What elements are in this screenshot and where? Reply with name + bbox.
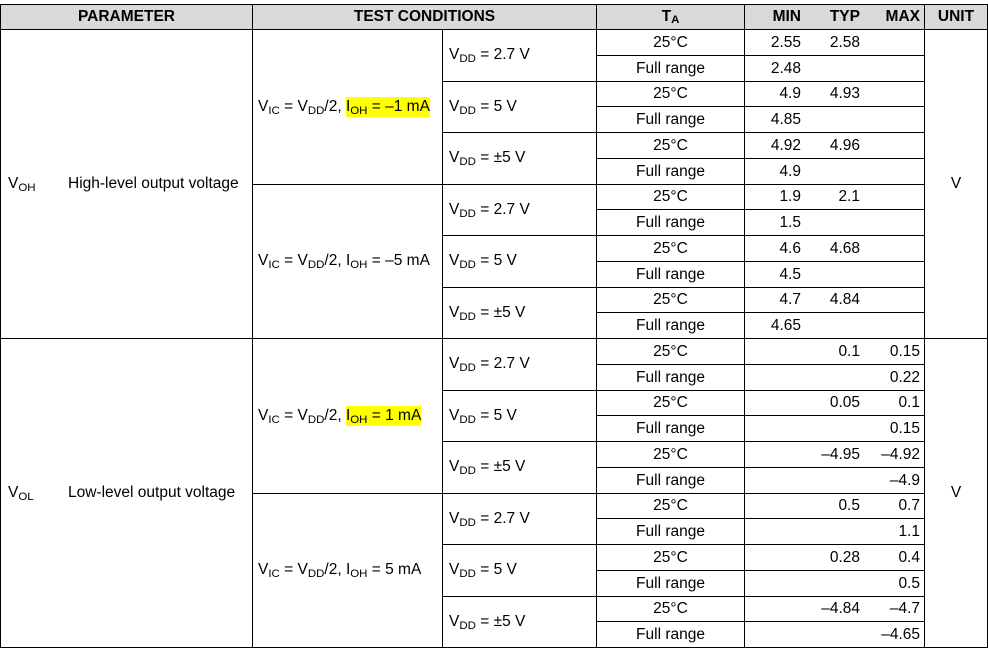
- typ-value: 4.68: [829, 239, 860, 257]
- unit-text: V: [950, 484, 962, 501]
- max-value: 0.7: [898, 497, 920, 514]
- subscript-text: OH: [350, 259, 368, 272]
- supply-condition-cell: [443, 339, 597, 391]
- typ-cell: [806, 545, 865, 571]
- text-run: = 2.7 V: [475, 46, 530, 63]
- ta-cell: [597, 468, 745, 494]
- text-run: = –1 mA: [367, 97, 430, 115]
- typ-value: 4.84: [829, 291, 860, 308]
- typ-cell: [806, 30, 865, 56]
- supply-condition-text: [449, 201, 530, 220]
- ta-cell: [597, 313, 745, 339]
- min-value: 1.9: [779, 188, 801, 205]
- typ-cell: [806, 519, 865, 545]
- text-run: = 5 V: [475, 252, 517, 269]
- supply-condition-cell: [443, 494, 597, 545]
- min-cell: [745, 571, 806, 597]
- supply-condition-text: [449, 355, 530, 374]
- min-value: 4.5: [779, 265, 801, 283]
- subscript-text: DD: [307, 259, 325, 272]
- highlight-mark: [346, 97, 430, 117]
- supply-condition-cell: [443, 236, 597, 288]
- supply-condition-text: [449, 149, 525, 168]
- ta-cell: [597, 236, 745, 262]
- max-cell: [865, 391, 925, 416]
- min-cell: [745, 545, 806, 571]
- text-run: = V: [279, 561, 308, 578]
- supply-condition-cell: [443, 545, 597, 597]
- max-cell: [865, 107, 925, 133]
- typ-value: 2.1: [838, 188, 860, 205]
- text-run: V: [449, 612, 460, 630]
- parameter-description: Low-level output voltage: [68, 484, 236, 501]
- typ-cell: [806, 339, 865, 365]
- ta-cell: [597, 262, 745, 288]
- subscript-text: OH: [350, 104, 368, 117]
- text-run: V: [449, 149, 460, 166]
- subscript-text: OH: [350, 568, 368, 581]
- subscript-text: DD: [307, 568, 325, 581]
- text-run: V: [449, 561, 460, 578]
- typ-cell: [806, 571, 865, 597]
- max-cell: [865, 313, 925, 339]
- text-run: = 2.7 V: [475, 355, 530, 372]
- text-run: = ±5 V: [475, 303, 526, 321]
- min-cell: [745, 339, 806, 365]
- supply-condition-text: [449, 613, 525, 632]
- text-run: /2,: [324, 561, 346, 578]
- ta-value: Full range: [636, 368, 705, 386]
- parameter-cell: [0, 30, 253, 339]
- typ-value: –4.95: [821, 445, 860, 463]
- typ-cell: [806, 597, 865, 622]
- highlight-mark: [346, 406, 421, 426]
- max-cell: [865, 545, 925, 571]
- max-value: –4.9: [889, 471, 920, 489]
- typ-cell: [806, 210, 865, 236]
- text-run: V: [449, 355, 460, 372]
- typ-cell: [806, 622, 865, 648]
- typ-value: 0.1: [838, 342, 860, 360]
- supply-condition-cell: [443, 597, 597, 648]
- subscript-text: DD: [459, 619, 476, 632]
- typ-cell: [806, 185, 865, 210]
- text-run: = V: [279, 252, 308, 269]
- header-parameter: [0, 4, 253, 30]
- supply-condition-cell: [443, 133, 597, 185]
- max-value: 0.4: [898, 548, 920, 566]
- subscript-text: DD: [459, 156, 476, 169]
- max-cell: [865, 365, 925, 391]
- header-max: [865, 4, 925, 30]
- typ-cell: [806, 391, 865, 416]
- supply-condition-text: [449, 46, 530, 65]
- ta-cell: [597, 597, 745, 622]
- min-cell: [745, 391, 806, 416]
- subscript-text: DD: [307, 104, 325, 117]
- unit-cell: [925, 30, 988, 339]
- max-cell: [865, 622, 925, 648]
- typ-cell: [806, 236, 865, 262]
- ta-value: 25°C: [653, 239, 688, 257]
- max-value: –4.7: [889, 600, 920, 617]
- test-condition-text: [258, 407, 421, 426]
- typ-cell: [806, 313, 865, 339]
- ta-cell: [597, 416, 745, 442]
- ta-cell: [597, 442, 745, 468]
- text-run: /2,: [324, 406, 346, 424]
- ta-cell: [597, 107, 745, 133]
- ta-value: Full range: [636, 162, 705, 180]
- ta-cell: [597, 185, 745, 210]
- max-cell: [865, 210, 925, 236]
- text-run: /2,: [324, 97, 346, 115]
- ta-cell: [597, 494, 745, 519]
- ta-cell: [597, 30, 745, 56]
- supply-condition-cell: [443, 391, 597, 442]
- text-run: I: [345, 252, 351, 269]
- ta-cell: [597, 133, 745, 159]
- ta-cell: [597, 571, 745, 597]
- max-cell: [865, 82, 925, 107]
- test-condition-cell: [253, 30, 443, 185]
- supply-condition-cell: [443, 288, 597, 339]
- subscript-text: DD: [459, 53, 476, 66]
- header-max-label: MAX: [885, 8, 920, 25]
- min-cell: [745, 262, 806, 288]
- min-cell: [745, 210, 806, 236]
- subscript-text: OH: [350, 413, 368, 426]
- text-run: = 1 mA: [367, 406, 422, 424]
- min-value: 4.9: [779, 85, 801, 102]
- typ-cell: [806, 365, 865, 391]
- ta-value: 25°C: [653, 136, 688, 154]
- min-cell: [745, 56, 806, 82]
- ta-cell: [597, 288, 745, 313]
- subscript-text: IC: [268, 568, 280, 581]
- text-run: V: [258, 97, 269, 115]
- subscript-text: IC: [268, 104, 280, 117]
- typ-cell: [806, 56, 865, 82]
- subscript-text: DD: [459, 465, 476, 478]
- subscript-text: OH: [18, 181, 36, 194]
- max-cell: [865, 56, 925, 82]
- typ-cell: [806, 494, 865, 519]
- header-typ: [806, 4, 865, 30]
- typ-cell: [806, 468, 865, 494]
- subscript-text: DD: [459, 310, 476, 323]
- text-run: = 5 mA: [367, 561, 422, 578]
- min-cell: [745, 236, 806, 262]
- min-value: 2.48: [770, 59, 801, 77]
- typ-value: 2.58: [829, 33, 860, 51]
- supply-condition-text: [449, 304, 525, 323]
- text-run: I: [345, 97, 351, 115]
- max-cell: [865, 597, 925, 622]
- min-value: 4.9: [779, 162, 801, 180]
- text-run: V: [449, 406, 460, 424]
- parameter-description: High-level output voltage: [68, 175, 239, 192]
- ta-value: 25°C: [653, 188, 688, 205]
- test-condition-text: [258, 561, 421, 580]
- subscript-text: OL: [18, 490, 34, 503]
- ta-value: Full range: [636, 522, 705, 540]
- test-condition-cell: [253, 494, 443, 648]
- min-cell: [745, 494, 806, 519]
- text-run: = V: [279, 406, 308, 424]
- subscript-text: DD: [459, 516, 476, 529]
- text-run: = 2.7 V: [475, 509, 530, 527]
- typ-value: –4.84: [821, 600, 860, 617]
- min-value: 1.5: [779, 213, 801, 231]
- ta-value: 25°C: [653, 600, 688, 617]
- text-run: = V: [279, 97, 308, 115]
- text-run: = ±5 V: [475, 612, 526, 630]
- supply-condition-cell: [443, 82, 597, 133]
- typ-cell: [806, 159, 865, 185]
- text-run: V: [449, 46, 460, 63]
- supply-condition-text: [449, 458, 525, 477]
- supply-condition-cell: [443, 185, 597, 236]
- max-cell: [865, 185, 925, 210]
- max-cell: [865, 133, 925, 159]
- ta-cell: [597, 210, 745, 236]
- text-run: = 5 V: [475, 97, 517, 115]
- header-ta-base: T: [661, 8, 672, 25]
- header-typ-label: TYP: [829, 8, 860, 25]
- unit-cell: [925, 339, 988, 648]
- ta-value: 25°C: [653, 394, 688, 411]
- max-cell: [865, 339, 925, 365]
- ta-value: Full range: [636, 265, 705, 283]
- text-run: I: [345, 406, 351, 424]
- subscript-text: DD: [459, 207, 476, 220]
- parameter-cell: [0, 339, 253, 648]
- typ-cell: [806, 262, 865, 288]
- min-value: 4.92: [770, 136, 801, 154]
- text-run: V: [258, 561, 269, 578]
- subscript-text: IC: [268, 413, 280, 426]
- text-run: V: [449, 97, 460, 115]
- spec-table: [0, 4, 988, 648]
- text-run: = 5 V: [475, 561, 517, 578]
- max-cell: [865, 159, 925, 185]
- header-min: [745, 4, 806, 30]
- max-cell: [865, 30, 925, 56]
- test-condition-cell: [253, 185, 443, 339]
- ta-cell: [597, 339, 745, 365]
- subscript-text: DD: [459, 104, 476, 117]
- max-cell: [865, 416, 925, 442]
- ta-cell: [597, 622, 745, 648]
- min-cell: [745, 365, 806, 391]
- ta-value: Full range: [636, 110, 705, 128]
- ta-cell: [597, 519, 745, 545]
- header-unit-label: UNIT: [937, 8, 975, 25]
- header-test-conditions: [253, 4, 597, 30]
- min-value: 4.7: [779, 291, 801, 308]
- test-condition-cell: [253, 339, 443, 494]
- text-run: = 5 V: [475, 406, 517, 424]
- min-value: 2.55: [770, 33, 801, 51]
- max-cell: [865, 519, 925, 545]
- text-run: = ±5 V: [475, 149, 526, 166]
- min-value: 4.65: [770, 316, 801, 334]
- ta-cell: [597, 159, 745, 185]
- supply-condition-text: [449, 98, 517, 117]
- min-cell: [745, 133, 806, 159]
- max-cell: [865, 288, 925, 313]
- ta-value: 25°C: [653, 497, 688, 514]
- test-condition-text: [258, 252, 430, 271]
- min-cell: [745, 288, 806, 313]
- typ-cell: [806, 416, 865, 442]
- supply-condition-text: [449, 407, 517, 426]
- parameter-symbol: [8, 175, 68, 194]
- header-min-label: MIN: [772, 8, 801, 25]
- typ-cell: [806, 107, 865, 133]
- header-ta-subscript: A: [671, 14, 680, 27]
- text-run: V: [258, 406, 269, 424]
- typ-value: 4.93: [829, 85, 860, 102]
- min-value: 4.6: [779, 239, 801, 257]
- max-cell: [865, 262, 925, 288]
- max-value: 1.1: [898, 522, 920, 540]
- min-cell: [745, 30, 806, 56]
- typ-cell: [806, 288, 865, 313]
- text-run: V: [449, 303, 460, 321]
- ta-value: 25°C: [653, 445, 688, 463]
- ta-value: 25°C: [653, 548, 688, 566]
- min-cell: [745, 82, 806, 107]
- subscript-text: DD: [307, 413, 325, 426]
- header-parameter-label: PARAMETER: [77, 8, 176, 25]
- header-unit: [925, 4, 988, 30]
- text-run: /2,: [324, 252, 346, 269]
- subscript-text: DD: [459, 568, 476, 581]
- parameter-symbol: [8, 484, 68, 503]
- text-run: V: [8, 174, 19, 192]
- max-value: 0.22: [889, 368, 920, 386]
- typ-value: 0.05: [829, 394, 860, 411]
- ta-value: Full range: [636, 316, 705, 334]
- max-value: –4.65: [881, 625, 920, 643]
- ta-value: Full range: [636, 419, 705, 437]
- ta-value: 25°C: [653, 342, 688, 360]
- supply-condition-text: [449, 510, 530, 529]
- max-cell: [865, 442, 925, 468]
- min-cell: [745, 159, 806, 185]
- ta-cell: [597, 82, 745, 107]
- subscript-text: DD: [459, 413, 476, 426]
- max-value: 0.15: [889, 419, 920, 437]
- ta-cell: [597, 545, 745, 571]
- ta-cell: [597, 391, 745, 416]
- supply-condition-cell: [443, 30, 597, 82]
- min-cell: [745, 313, 806, 339]
- ta-cell: [597, 56, 745, 82]
- min-cell: [745, 442, 806, 468]
- text-run: = –5 mA: [367, 252, 430, 269]
- text-run: I: [345, 561, 351, 578]
- header-ta: [597, 4, 745, 30]
- ta-value: Full range: [636, 574, 705, 592]
- ta-cell: [597, 365, 745, 391]
- max-cell: [865, 236, 925, 262]
- typ-value: 0.5: [838, 497, 860, 514]
- max-cell: [865, 468, 925, 494]
- supply-condition-cell: [443, 442, 597, 494]
- min-cell: [745, 185, 806, 210]
- text-run: = ±5 V: [475, 458, 526, 475]
- text-run: = 2.7 V: [475, 200, 530, 218]
- min-value: 4.85: [770, 110, 801, 128]
- max-cell: [865, 571, 925, 597]
- ta-value: Full range: [636, 213, 705, 231]
- ta-value: Full range: [636, 471, 705, 489]
- ta-value: 25°C: [653, 291, 688, 308]
- min-cell: [745, 597, 806, 622]
- typ-value: 0.28: [829, 548, 860, 566]
- test-condition-text: [258, 98, 430, 117]
- text-run: V: [449, 200, 460, 218]
- max-cell: [865, 494, 925, 519]
- text-run: V: [258, 252, 269, 269]
- ta-value: Full range: [636, 625, 705, 643]
- typ-cell: [806, 442, 865, 468]
- text-run: V: [449, 458, 460, 475]
- max-value: 0.15: [889, 342, 920, 360]
- ta-value: 25°C: [653, 33, 688, 51]
- unit-text: V: [950, 175, 962, 192]
- typ-cell: [806, 82, 865, 107]
- subscript-text: IC: [268, 259, 280, 272]
- max-value: 0.1: [898, 394, 920, 411]
- text-run: V: [8, 483, 19, 501]
- text-run: V: [449, 252, 460, 269]
- min-cell: [745, 468, 806, 494]
- text-run: V: [449, 509, 460, 527]
- ta-value: Full range: [636, 59, 705, 77]
- supply-condition-text: [449, 561, 517, 580]
- min-cell: [745, 622, 806, 648]
- min-cell: [745, 416, 806, 442]
- header-test-conditions-label: TEST CONDITIONS: [353, 8, 496, 25]
- subscript-text: DD: [459, 259, 476, 272]
- subscript-text: DD: [459, 362, 476, 375]
- min-cell: [745, 519, 806, 545]
- typ-value: 4.96: [829, 136, 860, 154]
- max-value: –4.92: [881, 445, 920, 463]
- max-value: 0.5: [898, 574, 920, 592]
- supply-condition-text: [449, 252, 517, 271]
- min-cell: [745, 107, 806, 133]
- ta-value: 25°C: [653, 85, 688, 102]
- typ-cell: [806, 133, 865, 159]
